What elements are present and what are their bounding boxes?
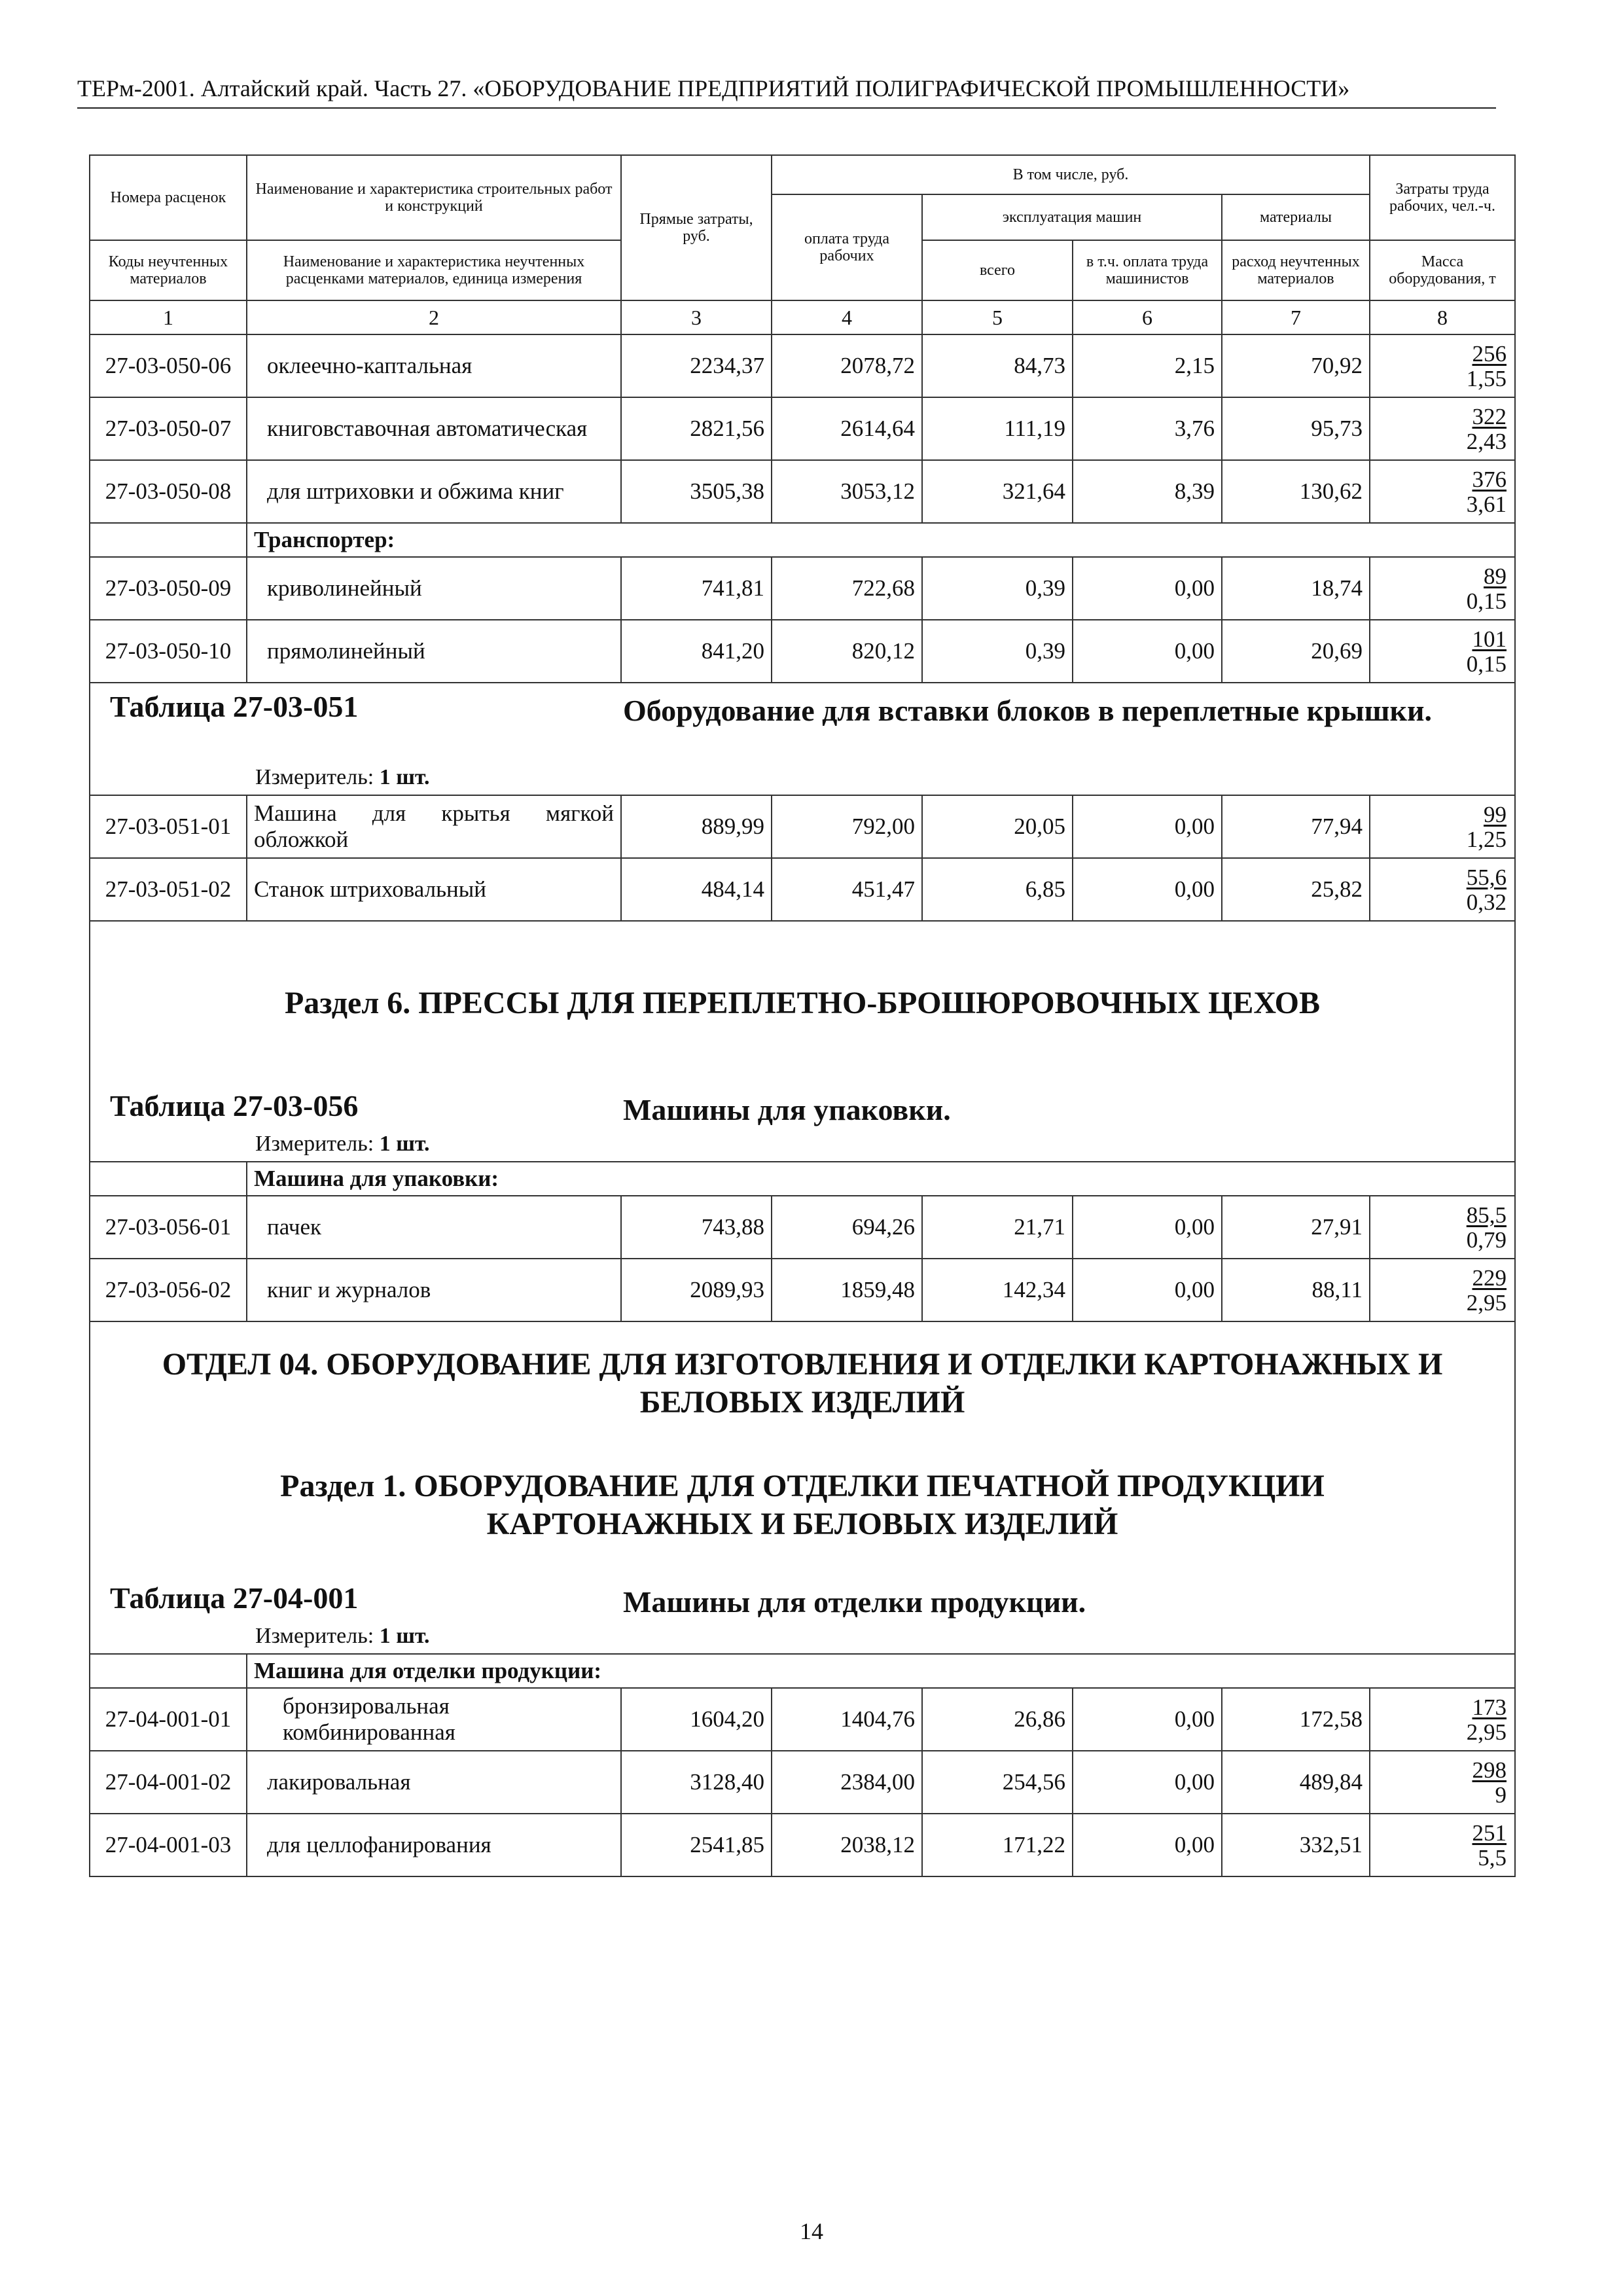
labor-hours: 322 [1472,404,1507,429]
rate-code: 27-03-050-07 [90,397,247,460]
equipment-mass: 2,95 [1466,1290,1507,1316]
equipment-mass: 0,15 [1466,588,1507,614]
materials-cost: 18,74 [1222,557,1370,620]
rate-code: 27-03-051-01 [90,795,247,858]
measure [255,1623,430,1649]
labor-mass [1370,397,1515,460]
table-row [90,858,1515,921]
col-number: 5 [922,300,1073,334]
labor-mass [1370,1688,1515,1751]
header-codes: Номера расценок [90,155,247,240]
table-title: Машины для упаковки. [623,1093,951,1126]
labor-hours: 55,6 [1466,865,1507,890]
machines-cost: 321,64 [922,460,1073,523]
wages: 694,26 [772,1196,922,1259]
running-head: ТЕРм-2001. Алтайский край. Часть 27. «ОБОРУДОВАНИЕ ПРЕДПРИЯТИЙ ПОЛИГРАФИЧЕСКОЙ ПРОМЫШЛЕННОСТИ» [77,73,1496,109]
direct-cost: 484,14 [621,858,772,921]
wages: 722,68 [772,557,922,620]
machinist-wages: 3,76 [1073,397,1222,460]
materials-cost: 95,73 [1222,397,1370,460]
machinist-wages: 2,15 [1073,334,1222,397]
equipment-mass: 5,5 [1478,1845,1507,1871]
machinist-wages: 0,00 [1073,858,1222,921]
rate-name: для штриховки и обжима книг [247,460,621,523]
header-direct: Прямые затраты, руб. [621,155,772,300]
measure-label: Измеритель: [255,1624,374,1648]
table-number: Таблица 27-04-001 [110,1581,359,1615]
page-number: 14 [800,2218,823,2244]
machinist-wages: 0,00 [1073,1259,1222,1321]
materials-cost: 489,84 [1222,1751,1370,1814]
rate-name: книговставочная автоматическая [247,397,621,460]
machines-cost: 6,85 [922,858,1073,921]
header-codes2: Коды неучтенных материалов [90,240,247,300]
measure-label: Измеритель: [255,765,374,789]
materials-cost: 130,62 [1222,460,1370,523]
wages: 2038,12 [772,1814,922,1876]
table-title: Машины для отделки продукции. [623,1585,1086,1619]
header-total: всего [922,240,1073,300]
labor-hours: 229 [1472,1265,1507,1291]
rate-code: 27-04-001-01 [90,1688,247,1751]
group-label: Машина для отделки продукции: [247,1654,1515,1688]
table-row [90,1259,1515,1321]
rate-name: криволинейный [247,557,621,620]
group-row [90,1162,1515,1196]
labor-mass [1370,1751,1515,1814]
rate-name: бронзировальная комбинированная [247,1688,621,1751]
materials-cost: 70,92 [1222,334,1370,397]
machines-cost: 111,19 [922,397,1073,460]
direct-cost: 1604,20 [621,1688,772,1751]
materials-cost: 88,11 [1222,1259,1370,1321]
wages: 451,47 [772,858,922,921]
labor-mass [1370,557,1515,620]
labor-hours: 89 [1484,564,1507,589]
labor-mass [1370,1259,1515,1321]
header-labor: Затраты труда рабочих, чел.-ч. [1370,155,1515,240]
table-heading [90,1549,1514,1653]
table-row [90,620,1515,683]
table-row [90,1688,1515,1751]
direct-cost: 841,20 [621,620,772,683]
equipment-mass: 9 [1495,1782,1507,1808]
equipment-mass: 0,32 [1466,889,1507,915]
labor-hours: 85,5 [1466,1202,1507,1228]
table-title: Оборудование для вставки блоков в переплетные крышки. [623,694,1432,727]
table-number: Таблица 27-03-056 [110,1089,359,1122]
header-incl: В том числе, руб. [772,155,1370,194]
wages: 1404,76 [772,1688,922,1751]
rate-name: Станок штриховальный [247,858,621,921]
wages: 820,12 [772,620,922,683]
section-title: Раздел 6. ПРЕССЫ ДЛЯ ПЕРЕПЛЕТНО-БРОШЮРОВОЧНЫХ ЦЕХОВ [284,986,1320,1020]
equipment-mass: 0,79 [1466,1227,1507,1253]
col-number: 7 [1222,300,1370,334]
equipment-mass: 1,55 [1466,366,1507,391]
measure-value: 1 шт. [379,1624,430,1648]
measure-value: 1 шт. [379,1132,430,1156]
col-number: 3 [621,300,772,334]
labor-mass [1370,1196,1515,1259]
machines-cost: 26,86 [922,1688,1073,1751]
machines-cost: 21,71 [922,1196,1073,1259]
equipment-mass: 0,15 [1466,651,1507,677]
rate-name: для целлофанирования [247,1814,621,1876]
labor-mass [1370,795,1515,858]
direct-cost: 2234,37 [621,334,772,397]
machinist-wages: 0,00 [1073,1688,1222,1751]
header-machines: эксплуатация машин [922,194,1222,240]
wages: 792,00 [772,795,922,858]
table-row [90,1814,1515,1876]
measure-value: 1 шт. [379,765,430,789]
col-number: 8 [1370,300,1515,334]
rate-code: 27-03-056-02 [90,1259,247,1321]
table-row [90,557,1515,620]
direct-cost: 743,88 [621,1196,772,1259]
col-number: 6 [1073,300,1222,334]
section-heading [90,1411,1514,1549]
labor-hours: 256 [1472,341,1507,367]
labor-hours: 173 [1472,1695,1507,1720]
table-row [90,1196,1515,1259]
machines-cost: 84,73 [922,334,1073,397]
header-uncounted: расход неучтенных материалов [1222,240,1370,300]
equipment-mass: 3,61 [1466,492,1507,517]
materials-cost: 77,94 [1222,795,1370,858]
header-materials: материалы [1222,194,1370,240]
machines-cost: 0,39 [922,557,1073,620]
rate-name: пачек [247,1196,621,1259]
materials-cost: 27,91 [1222,1196,1370,1259]
table-heading [90,683,1514,795]
rate-code: 27-03-051-02 [90,858,247,921]
wages: 1859,48 [772,1259,922,1321]
machines-cost: 20,05 [922,795,1073,858]
dept-heading [90,1322,1514,1420]
direct-cost: 2089,93 [621,1259,772,1321]
header-name2: Наименование и характеристика неучтенных расценками материалов, единица измерения [247,240,621,300]
dept-title: ОТДЕЛ 04. ОБОРУДОВАНИЕ ДЛЯ ИЗГОТОВЛЕНИЯ И ОТДЕЛКИ КАРТОНАЖНЫХ И БЕЛОВЫХ ИЗДЕЛИЙ [162,1347,1443,1420]
rate-name: оклеечно-каптальная [247,334,621,397]
machines-cost: 171,22 [922,1814,1073,1876]
col-number: 4 [772,300,922,334]
header-name: Наименование и характеристика строительных работ и конструкций [247,155,621,240]
group-label: Транспортер: [247,523,1515,557]
equipment-mass: 1,25 [1466,827,1507,852]
labor-hours: 251 [1472,1820,1507,1846]
measure-label: Измеритель: [255,1132,374,1156]
table-number: Таблица 27-03-051 [110,690,359,723]
labor-hours: 376 [1472,467,1507,492]
header-mass: Масса оборудования, т [1370,240,1515,300]
rate-code: 27-03-056-01 [90,1196,247,1259]
labor-mass [1370,1814,1515,1876]
materials-cost: 25,82 [1222,858,1370,921]
labor-hours: 101 [1472,626,1507,652]
col-number: 1 [90,300,247,334]
rate-code: 27-04-001-03 [90,1814,247,1876]
labor-hours: 99 [1484,802,1507,827]
direct-cost: 3505,38 [621,460,772,523]
materials-cost: 20,69 [1222,620,1370,683]
table-row [90,1751,1515,1814]
measure [255,1131,430,1157]
labor-mass [1370,460,1515,523]
rate-code: 27-03-050-09 [90,557,247,620]
rate-code: 27-03-050-06 [90,334,247,397]
materials-cost: 332,51 [1222,1814,1370,1876]
materials-cost: 172,58 [1222,1688,1370,1751]
labor-mass [1370,858,1515,921]
wages: 2614,64 [772,397,922,460]
machinist-wages: 0,00 [1073,1814,1222,1876]
group-row [90,523,1515,557]
rate-name: прямолинейный [247,620,621,683]
machinist-wages: 0,00 [1073,1751,1222,1814]
rate-code: 27-03-050-08 [90,460,247,523]
group-row [90,1654,1515,1688]
group-label: Машина для упаковки: [247,1162,1515,1196]
equipment-mass: 2,95 [1466,1719,1507,1745]
machinist-wages: 0,00 [1073,557,1222,620]
direct-cost: 741,81 [621,557,772,620]
wages: 2384,00 [772,1751,922,1814]
table-row [90,334,1515,397]
section-title-line2: КАРТОНАЖНЫХ И БЕЛОВЫХ ИЗДЕЛИЙ [486,1507,1118,1541]
section-title-line1: Раздел 1. ОБОРУДОВАНИЕ ДЛЯ ОТДЕЛКИ ПЕЧАТНОЙ ПРОДУКЦИИ [280,1469,1325,1503]
rate-name: лакировальная [247,1751,621,1814]
direct-cost: 2541,85 [621,1814,772,1876]
wages: 2078,72 [772,334,922,397]
labor-mass [1370,334,1515,397]
labor-hours: 298 [1472,1757,1507,1783]
rate-code: 27-04-001-02 [90,1751,247,1814]
direct-cost: 2821,56 [621,397,772,460]
section-heading [90,922,1514,1083]
header-wages: оплата труда рабочих [772,194,922,300]
rate-name: книг и журналов [247,1259,621,1321]
direct-cost: 3128,40 [621,1751,772,1814]
direct-cost: 889,99 [621,795,772,858]
labor-mass [1370,620,1515,683]
rates-table [89,154,1516,1877]
machinist-wages: 0,00 [1073,1196,1222,1259]
machinist-wages: 0,00 [1073,795,1222,858]
wages: 3053,12 [772,460,922,523]
measure [255,764,430,791]
equipment-mass: 2,43 [1466,429,1507,454]
header-incl-mach: в т.ч. оплата труда машинистов [1073,240,1222,300]
rate-name: Машина для крытья мягкой обложкой [247,795,621,858]
machines-cost: 142,34 [922,1259,1073,1321]
rate-code: 27-03-050-10 [90,620,247,683]
table-heading [90,1083,1514,1161]
machinist-wages: 0,00 [1073,620,1222,683]
machinist-wages: 8,39 [1073,460,1222,523]
table-row [90,460,1515,523]
table-row [90,397,1515,460]
table-row [90,795,1515,858]
machines-cost: 0,39 [922,620,1073,683]
col-number: 2 [247,300,621,334]
machines-cost: 254,56 [922,1751,1073,1814]
